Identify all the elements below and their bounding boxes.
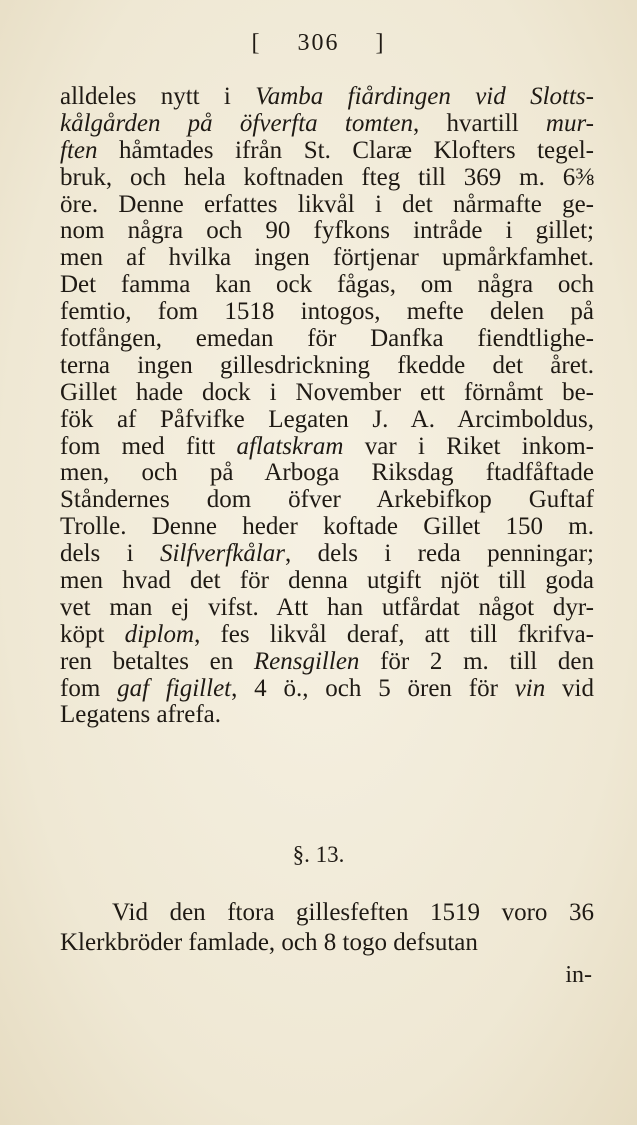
text-segment: men af hvilka ingen förtjenar upmårkfamhet. — [60, 245, 594, 272]
text-segment: Det famma kan ock fågas, om några och — [60, 272, 594, 299]
header-bracket-left: [ — [251, 30, 262, 56]
text-segment: håmtades ifrån St. Claræ Klofters tegel- — [97, 137, 594, 164]
text-line — [60, 380, 594, 407]
text-line — [60, 595, 594, 622]
text-segment: , fes likvål deraf, att till fkrifva- — [194, 621, 594, 648]
text-line — [60, 111, 594, 138]
text-line — [60, 299, 594, 326]
text-line — [60, 407, 594, 434]
text-segment: vid — [545, 675, 594, 702]
text-segment: var i Riket inkom- — [343, 433, 594, 460]
text-line — [60, 84, 594, 111]
text-segment: köpt — [60, 621, 125, 648]
page-number: 306 — [297, 30, 340, 56]
text-segment: , hvartill — [412, 110, 546, 137]
text-segment: fotfången, emedan för Danfka fiendtlighe- — [60, 326, 594, 353]
text-segment: för 2 m. till den — [359, 648, 594, 675]
text-segment: ften — [60, 137, 98, 164]
text-segment: fom med fitt — [60, 433, 237, 460]
text-line — [60, 702, 594, 729]
text-segment: alldeles nytt i — [60, 84, 256, 110]
text-segment: dels i — [60, 541, 161, 568]
text-segment: , 4 ö., och 5 ören för — [231, 675, 515, 702]
text-segment: men, och på Arboga Riksdag ftadfåftade — [60, 460, 594, 487]
text-line — [60, 192, 594, 219]
text-line — [60, 622, 594, 649]
text-segment: gaf figillet — [117, 675, 232, 702]
text-line — [60, 676, 594, 703]
text-segment: Vamba fiårdingen vid Slotts- — [255, 84, 594, 110]
text-segment: fök af Påfvifke Legaten J. A. Arcimboldus, — [60, 406, 594, 433]
text-segment: Silfverfkålar — [160, 541, 285, 568]
catchword: in- — [565, 962, 592, 988]
text-segment: Trolle. Denne heder koftade Gillet 150 m. — [60, 514, 594, 541]
text-segment: kålgården på öfverfta tomten — [60, 110, 413, 137]
text-segment: mur- — [545, 110, 594, 137]
text-line — [60, 218, 594, 245]
text-segment: aflatskram — [236, 433, 344, 460]
text-line — [60, 898, 594, 928]
text-segment: men hvad det för denna utgift njöt till goda — [60, 568, 594, 595]
text-segment: öre. Denne erfattes likvål i det nårmafte ge- — [60, 191, 594, 218]
text-line — [60, 649, 594, 676]
text-segment: femtio, fom 1518 intogos, mefte delen på — [60, 299, 594, 326]
text-segment: fom — [60, 675, 118, 702]
text-segment: nom några och 90 fyfkons intråde i gillet; — [60, 218, 594, 245]
paragraph-main — [60, 84, 594, 729]
text-line — [60, 245, 594, 272]
section-heading: §. 13. — [292, 842, 345, 867]
text-line — [60, 165, 594, 192]
text-segment: , dels i reda penningar; — [285, 541, 594, 568]
text-segment: Klerkbröder famlade, och 8 togo defsutan — [60, 929, 478, 956]
text-line — [60, 353, 594, 380]
text-line — [60, 460, 594, 487]
text-segment: diplom — [124, 621, 195, 648]
text-segment: bruk, och hela koftnaden fteg till 369 m. 6⅜ — [60, 164, 594, 191]
text-segment: Vid den ftora gillesfeften 1519 voro 36 — [112, 899, 594, 926]
text-segment: Legatens afrefa. — [60, 702, 221, 729]
text-line — [60, 487, 594, 514]
text-segment: ren betaltes en — [60, 648, 254, 675]
paragraph-section-13 — [60, 898, 594, 958]
text-segment: vet man ej vifst. Att han utfårdat något dyr- — [60, 594, 594, 621]
text-segment: Rensgillen — [253, 648, 360, 675]
header-bracket-right: ] — [375, 30, 386, 56]
text-line — [60, 434, 594, 461]
text-line — [60, 138, 594, 165]
text-line — [60, 928, 594, 958]
text-line — [60, 326, 594, 353]
page-header — [0, 30, 637, 57]
text-line — [60, 541, 594, 568]
text-segment: vin — [514, 675, 546, 702]
text-segment: Ståndernes dom öfver Arkebifkop Guftaf — [60, 487, 594, 514]
text-line — [60, 272, 594, 299]
text-segment: Gillet hade dock i November ett förnåmt be- — [60, 379, 594, 406]
text-segment: terna ingen gillesdrickning fkedde det året. — [60, 352, 594, 379]
text-line — [60, 514, 594, 541]
text-line — [60, 568, 594, 595]
